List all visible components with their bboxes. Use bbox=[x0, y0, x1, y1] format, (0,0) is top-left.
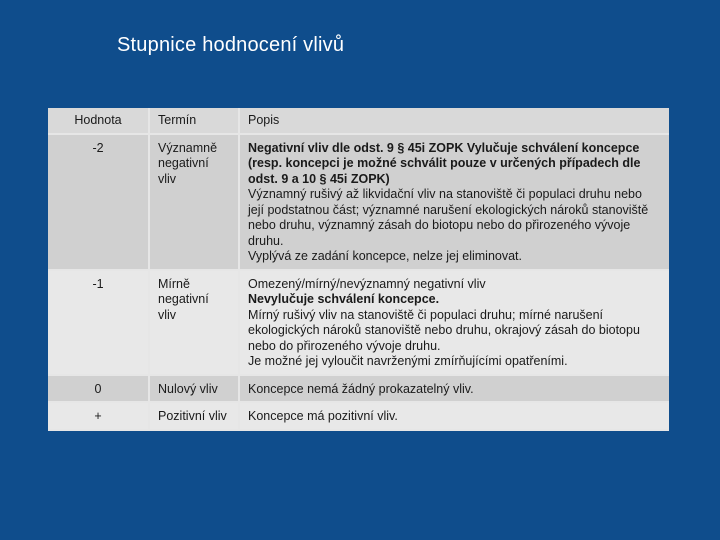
description-bold: Negativní vliv dle odst. 9 § 45i ZOPK Vylučuje schválení koncepce (resp. koncepci je možné schválit pouze v určených případech dle odst. 9 a 10 § 45i ZOPK) bbox=[248, 140, 641, 186]
cell-term: Nulový vliv bbox=[149, 375, 239, 403]
description-text: Koncepce nemá žádný prokazatelný vliv. bbox=[248, 381, 474, 396]
cell-description bbox=[239, 402, 669, 430]
description-bold: Nevylučuje schválení koncepce. bbox=[248, 292, 440, 306]
table-row bbox=[48, 375, 669, 403]
table-row bbox=[48, 134, 669, 270]
cell-value: + bbox=[48, 402, 149, 430]
cell-term: Mírně negativní vliv bbox=[149, 270, 239, 375]
slide-title: Stupnice hodnocení vlivů bbox=[117, 34, 345, 56]
table-row bbox=[48, 270, 669, 375]
table-header-row bbox=[48, 108, 669, 134]
description-text: Koncepce má pozitivní vliv. bbox=[248, 409, 398, 423]
cell-description bbox=[239, 134, 669, 270]
cell-description bbox=[239, 270, 669, 375]
cell-value: -2 bbox=[48, 134, 149, 270]
cell-description bbox=[239, 375, 669, 403]
header-value: Hodnota bbox=[48, 108, 149, 134]
description-text: Mírný rušivý vliv na stanoviště či populaci druhu; mírné narušení ekologických nároků stanoviště nebo druhu, okrajový zásah do biotopu nebo do přirozeného vývoje druhu. bbox=[248, 307, 640, 353]
header-description: Popis bbox=[239, 108, 669, 134]
description-note: Je možné jej vyloučit navrženými zmírňujícími opatřeními. bbox=[248, 354, 568, 368]
header-term: Termín bbox=[149, 108, 239, 134]
cell-value: -1 bbox=[48, 270, 149, 375]
cell-term: Významně negativní vliv bbox=[149, 134, 239, 270]
cell-term: Pozitivní vliv bbox=[149, 402, 239, 430]
table-row bbox=[48, 402, 669, 430]
cell-value: 0 bbox=[48, 375, 149, 403]
description-text: Významný rušivý až likvidační vliv na stanoviště či populaci druhu nebo její podstatnou část; významné narušení ekologických nároků stanoviště nebo druhu, významný zásah do biotopu nebo do přirozeného vývoje druhu. bbox=[248, 187, 649, 248]
description-lead: Omezený/mírný/nevýznamný negativní vliv bbox=[248, 276, 486, 291]
description-note: Vyplývá ze zadání koncepce, nelze jej eliminovat. bbox=[248, 249, 522, 263]
impact-scale-table bbox=[48, 108, 669, 431]
